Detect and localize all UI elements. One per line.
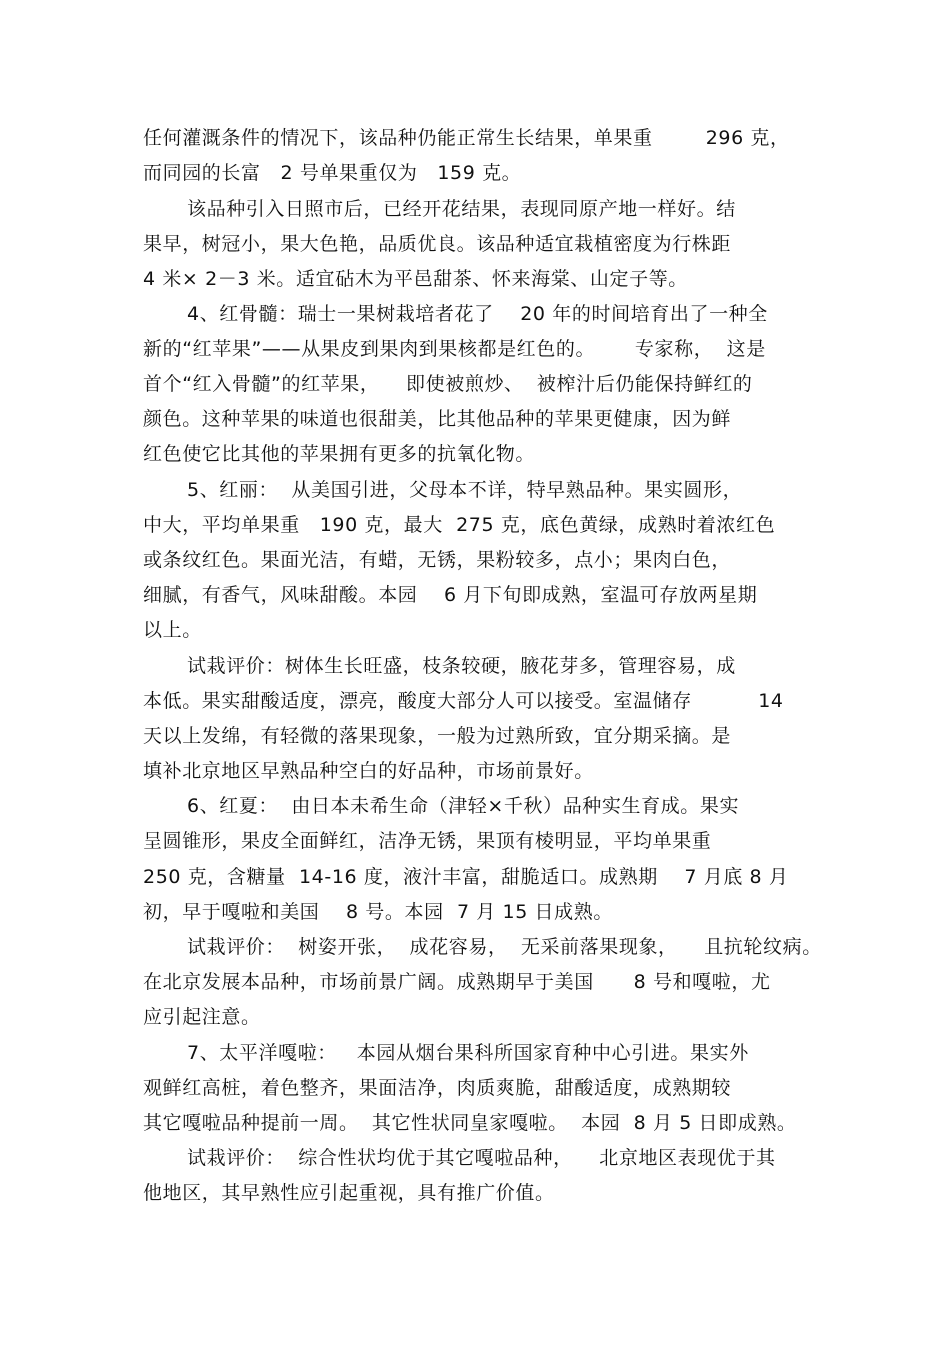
text-line: 7、太平洋嘎啦： 本园从烟台果科所国家育种中心引进。果实外 (187, 1042, 749, 1064)
text-line: 观鲜红高桩，着色整齐，果面洁净，肉质爽脆，甜酸适度，成熟期较 (143, 1077, 732, 1099)
text-line: 初，早于嘎啦和美国 8 号。本园 7 月 15 日成熟。 (143, 901, 613, 923)
text-line: 4 米× 2－3 米。适宜砧木为平邑甜茶、怀来海棠、山定子等。 (143, 268, 688, 290)
text-line: 红色使它比其他的苹果拥有更多的抗氧化物。 (143, 443, 536, 465)
text-line: 果早，树冠小，果大色艳，品质优良。该品种适宜栽植密度为行株距 (143, 233, 732, 255)
text-line: 呈圆锥形，果皮全面鲜红，洁净无锈，果顶有棱明显，平均单果重 (143, 830, 712, 852)
text-line: 而同园的长富 2 号单果重仅为 159 克。 (143, 162, 522, 184)
text-line: 颜色。这种苹果的味道也很甜美，比其他品种的苹果更健康，因为鲜 (143, 408, 732, 430)
text-line: 该品种引入日照市后，已经开花结果，表现同原产地一样好。结 (187, 198, 736, 220)
text-line: 填补北京地区早熟品种空白的好品种，市场前景好。 (143, 760, 594, 782)
text-line: 250 克，含糖量 14-16 度，液汁丰富，甜脆适口。成熟期 7 月底 8 月 (143, 866, 789, 888)
text-line: 首个“红入骨髓”的红苹果， 即使被煎炒、 被榨汁后仍能保持鲜红的 (143, 373, 753, 395)
text-line: 以上。 (143, 619, 202, 641)
text-line: 他地区，其早熟性应引起重视，具有推广价值。 (143, 1182, 555, 1204)
text-line: 5、红丽： 从美国引进，父母本不详，特早熟品种。果实圆形， (187, 479, 743, 501)
text-line: 新的“红苹果”——从果皮到果肉到果核都是红色的。 专家称， 这是 (143, 338, 766, 360)
text-line: 或条纹红色。果面光洁，有蜡，无锈，果粉较多，点小；果肉白色， (143, 549, 732, 571)
text-line: 其它嘎啦品种提前一周。 其它性状同皇家嘎啦。 本园 8 月 5 日即成熟。 (143, 1112, 797, 1134)
text-line: 在北京发展本品种，市场前景广阔。成熟期早于美国 8 号和嘎啦，尤 (143, 971, 771, 993)
text-line: 试栽评价： 综合性状均优于其它嘎啦品种， 北京地区表现优于其 (187, 1147, 776, 1169)
text-line: 细腻，有香气，风味甜酸。本园 6 月下旬即成熟，室温可存放两星期 (143, 584, 758, 606)
text-line: 4、红骨髓：瑞士一果树栽培者花了 20 年的时间培育出了一种全 (187, 303, 768, 325)
text-line: 天以上发绵，有轻微的落果现象，一般为过熟所致，宜分期采摘。是 (143, 725, 732, 747)
text-line: 6、红夏： 由日本未希生命（津轻×千秋）品种实生育成。果实 (187, 795, 740, 817)
text-line: 任何灌溉条件的情况下，该品种仍能正常生长结果，单果重 296 克， (143, 127, 790, 149)
text-line: 中大，平均单果重 190 克，最大 275 克，底色黄绿，成熟时着浓红色 (143, 514, 776, 536)
text-line: 试栽评价： 树姿开张， 成花容易， 无采前落果现象， 且抗轮纹病。 (187, 936, 822, 958)
text-line: 试栽评价：树体生长旺盛，枝条较硬，腋花芽多，管理容易，成 (187, 655, 736, 677)
text-line: 本低。果实甜酸适度，漂亮，酸度大部分人可以接受。室温储存 14 (143, 690, 784, 712)
text-line: 应引起注意。 (143, 1006, 261, 1028)
